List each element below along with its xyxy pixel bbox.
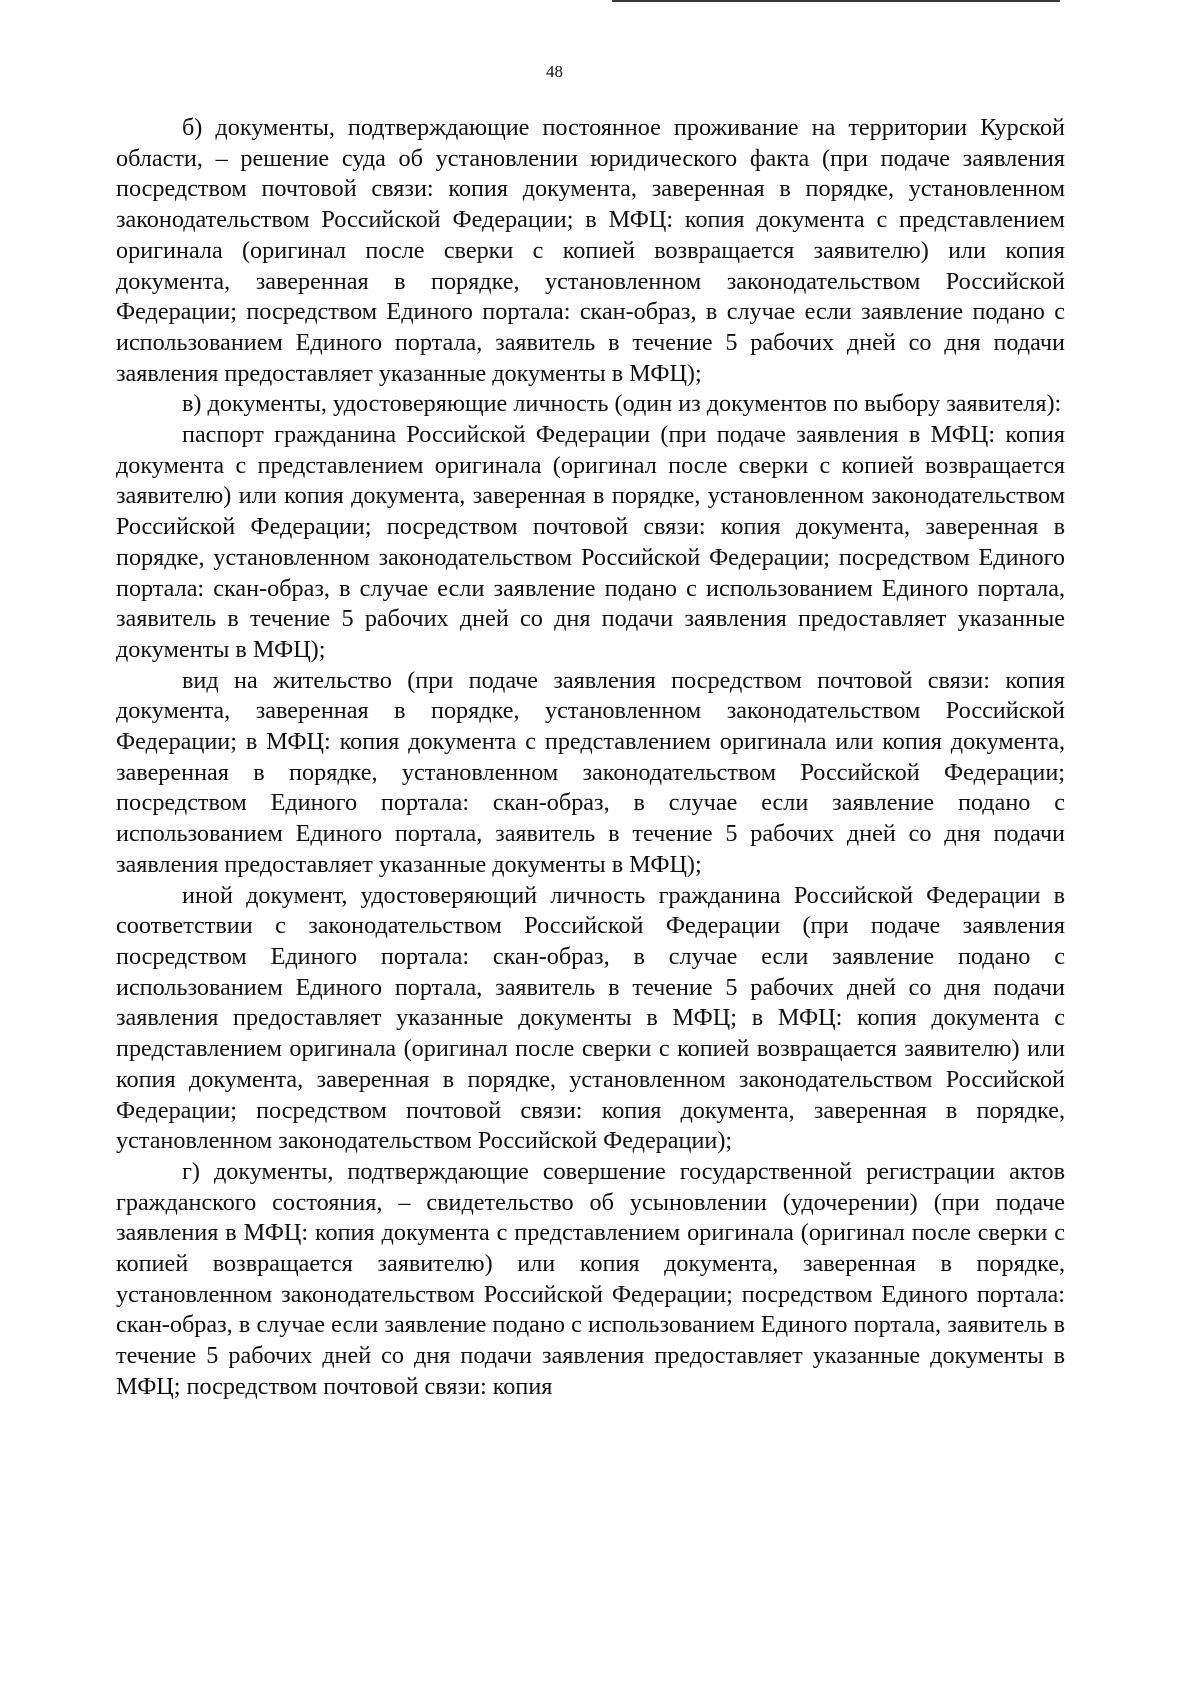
top-rule	[612, 0, 1060, 2]
page-number: 48	[546, 62, 563, 81]
document-body	[116, 113, 1065, 1403]
paragraph-b-residence-documents: б) документы, подтверждающие постоянное проживание на территории Курской области, – решение суда об установлении юридического факта (при подаче заявления посредством почтовой связи: копия документа, заверенная в порядке, установленном законодательством Российской Федерации; в МФЦ: копия документа с представлением оригинала (оригинал после сверки с копией возвращается заявителю) или копия документа, заверенная в порядке, установленном законодательством Российской Федерации; посредством Единого портала: скан-образ, в случае если заявление подано с использованием Единого портала, заявитель в течение 5 рабочих дней со дня подачи заявления предоставляет указанные документы в МФЦ);	[116, 114, 1065, 387]
paragraph-residence-permit: вид на жительство (при подаче заявления посредством почтовой связи: копия документа, заверенная в порядке, установленном законодательством Российской Федерации; в МФЦ: копия документа с представлением оригинала или копия документа, заверенная в порядке, установленном законодательством Российской Федерации; посредством Единого портала: скан-образ, в случае если заявление подано с использованием Единого портала, заявитель в течение 5 рабочих дней со дня подачи заявления предоставляет указанные документы в МФЦ);	[116, 666, 1065, 878]
paragraph-other-identity-document: иной документ, удостоверяющий личность гражданина Российской Федерации в соответствии с законодательством Российской Федерации (при подаче заявления посредством Единого портала: скан-образ, в случае если заявление подано с использованием Единого портала, заявитель в течение 5 рабочих дней со дня подачи заявления предоставляет указанные документы в МФЦ; в МФЦ: копия документа с представлением оригинала (оригинал после сверки с копией возвращается заявителю) или копия документа, заверенная в порядке, установленном законодательством Российской Федерации; посредством почтовой связи: копия документа, заверенная в порядке, установленном законодательством Российской Федерации);	[116, 881, 1065, 1155]
paragraph-v-identity-documents: в) документы, удостоверяющие личность (один из документов по выбору заявителя):	[182, 390, 1062, 418]
paragraph-passport: паспорт гражданина Российской Федерации (при подаче заявления в МФЦ: копия документа с представлением оригинала (оригинал после сверки с копией возвращается заявителю) или копия документа, заверенная в порядке, установленном законодательством Российской Федерации; посредством почтовой связи: копия документа, заверенная в порядке, установленном законодательством Российской Федерации; посредством Единого портала: скан-образ, в случае если заявление подано с использованием Единого портала, заявитель в течение 5 рабочих дней со дня подачи заявления предоставляет указанные документы в МФЦ);	[116, 421, 1065, 663]
paragraph-g-civil-status-documents: г) документы, подтверждающие совершение государственной регистрации актов гражданского состояния, – свидетельство об усыновлении (удочерении) (при подаче заявления в МФЦ: копия документа с представлением оригинала (оригинал после сверки с копией возвращается заявителю) или копия документа, заверенная в порядке, установленном законодательством Российской Федерации; посредством Единого портала: скан-образ, в случае если заявление подано с использованием Единого портала, заявитель в течение 5 рабочих дней со дня подачи заявления предоставляет указанные документы в МФЦ; посредством почтовой связи: копия	[116, 1157, 1065, 1400]
